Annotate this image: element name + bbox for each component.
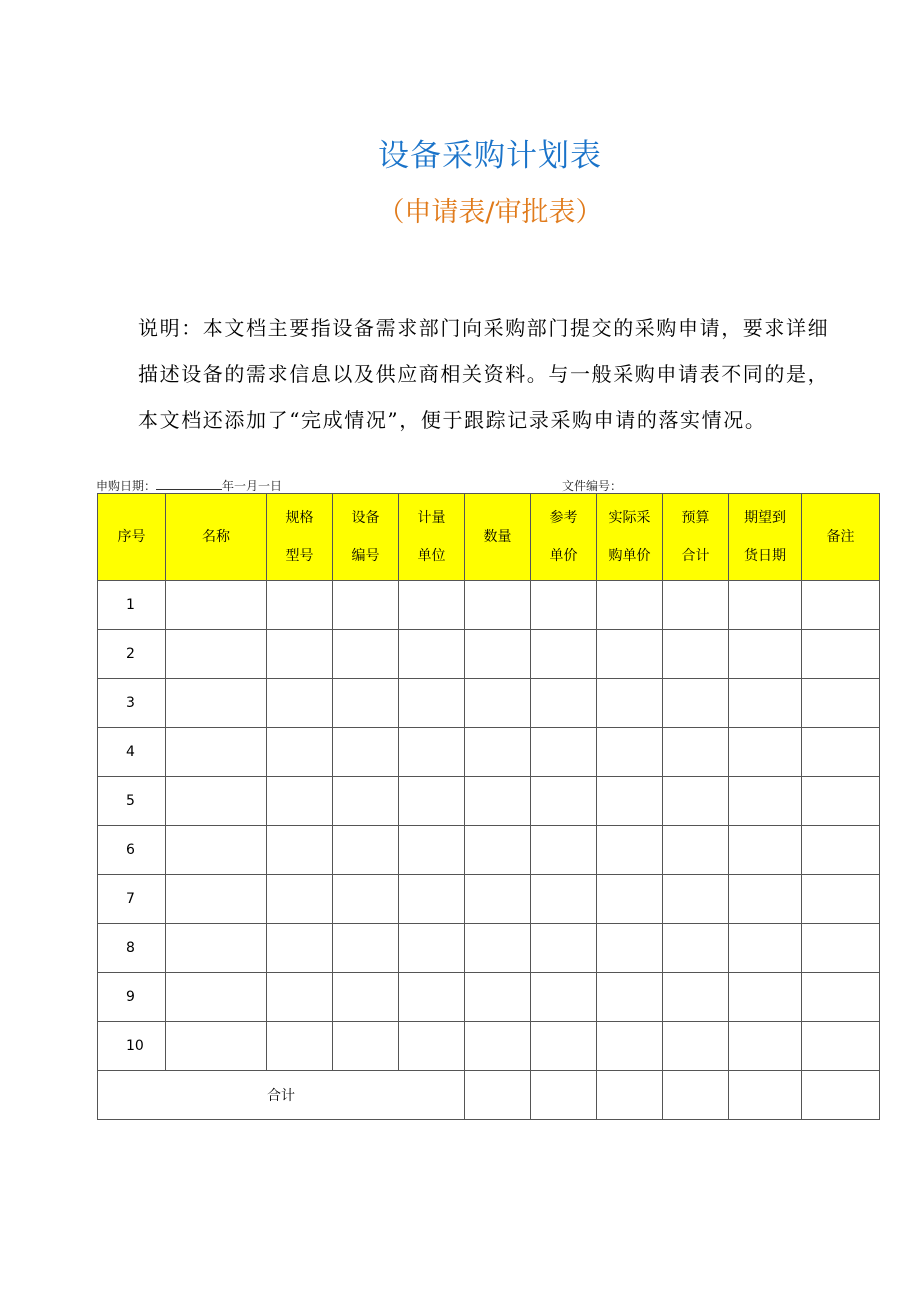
table-row (98, 679, 880, 728)
column-header (663, 494, 729, 581)
table-row (98, 777, 880, 826)
table-cell[interactable] (597, 630, 663, 679)
column-header-line: 合计 (681, 548, 710, 564)
table-cell[interactable] (729, 728, 802, 777)
table-cell[interactable] (267, 1022, 333, 1071)
table-cell[interactable] (802, 777, 880, 826)
table-cell[interactable] (399, 1022, 465, 1071)
table-cell[interactable] (729, 1022, 802, 1071)
table-cell[interactable] (663, 581, 729, 630)
table-cell[interactable] (729, 581, 802, 630)
column-header-line: 期望到 (744, 510, 786, 526)
column-header-line: 备注 (826, 529, 855, 545)
column-header (399, 494, 465, 581)
table-cell[interactable] (597, 679, 663, 728)
total-cell[interactable] (663, 1071, 729, 1120)
table-cell[interactable] (333, 875, 399, 924)
column-header-line: 单价 (549, 548, 578, 564)
table-cell[interactable] (399, 679, 465, 728)
table-cell[interactable] (729, 875, 802, 924)
table-cell[interactable] (531, 826, 597, 875)
total-cell[interactable] (531, 1071, 597, 1120)
table-cell[interactable] (399, 728, 465, 777)
table-cell[interactable] (399, 875, 465, 924)
table-cell[interactable] (399, 777, 465, 826)
table-cell[interactable] (333, 777, 399, 826)
table-cell[interactable] (465, 777, 531, 826)
table-cell[interactable] (166, 728, 267, 777)
row-number: 3 (98, 679, 166, 728)
table-cell[interactable] (333, 728, 399, 777)
table-cell[interactable] (465, 826, 531, 875)
description (138, 305, 888, 443)
table-cell[interactable] (166, 581, 267, 630)
column-header-line: 购单价 (608, 548, 651, 564)
column-header-line: 货日期 (744, 548, 786, 564)
page-subtitle: （申请表/审批表） (377, 197, 603, 228)
table-cell[interactable] (267, 924, 333, 973)
total-cell[interactable] (465, 1071, 531, 1120)
total-cell[interactable] (729, 1071, 802, 1120)
table-cell[interactable] (333, 630, 399, 679)
table-cell[interactable] (802, 1022, 880, 1071)
table-row (98, 826, 880, 875)
purchase-date-label: 申购日期： (96, 479, 157, 493)
table-cell[interactable] (166, 973, 267, 1022)
table-cell[interactable] (465, 875, 531, 924)
row-number: 5 (98, 777, 166, 826)
table-cell[interactable] (663, 630, 729, 679)
procurement-table (97, 493, 880, 1120)
column-header-line: 单位 (417, 548, 446, 564)
table-cell[interactable] (663, 728, 729, 777)
table-cell[interactable] (663, 777, 729, 826)
table-row (98, 973, 880, 1022)
file-number (562, 477, 622, 494)
page-title: 设备采购计划表 (378, 138, 602, 174)
column-header (465, 494, 531, 581)
row-number: 2 (98, 630, 166, 679)
row-number: 8 (98, 924, 166, 973)
table-cell[interactable] (531, 630, 597, 679)
table-row (98, 875, 880, 924)
table-cell[interactable] (663, 679, 729, 728)
description-line: 描述设备的需求信息以及供应商相关资料。与一般采购申请表不同的是， (138, 362, 830, 386)
table-cell[interactable] (531, 924, 597, 973)
table-cell[interactable] (399, 630, 465, 679)
table-cell[interactable] (802, 924, 880, 973)
column-header-line: 参考 (549, 510, 578, 526)
table-cell[interactable] (267, 973, 333, 1022)
table-cell[interactable] (267, 630, 333, 679)
total-cell[interactable] (597, 1071, 663, 1120)
table-cell[interactable] (399, 973, 465, 1022)
file-number-label: 文件编号： (562, 479, 623, 493)
table-cell[interactable] (166, 630, 267, 679)
column-header-line: 名称 (202, 529, 230, 545)
total-cell[interactable] (802, 1071, 880, 1120)
table-row (98, 728, 880, 777)
column-header (729, 494, 802, 581)
column-header-line: 实际采 (608, 510, 651, 526)
table-cell[interactable] (729, 973, 802, 1022)
table-cell[interactable] (465, 728, 531, 777)
table-cell[interactable] (267, 581, 333, 630)
table-cell[interactable] (531, 875, 597, 924)
column-header-line: 计量 (417, 510, 446, 526)
table-cell[interactable] (802, 581, 880, 630)
table-cell[interactable] (465, 924, 531, 973)
description-line: 说明：本文档主要指设备需求部门向采购部门提交的采购申请，要求详细 (138, 316, 830, 340)
table-cell[interactable] (802, 679, 880, 728)
column-header (531, 494, 597, 581)
table-cell[interactable] (531, 777, 597, 826)
column-header-line: 数量 (483, 529, 512, 545)
table-cell[interactable] (663, 1022, 729, 1071)
table-cell[interactable] (729, 679, 802, 728)
description-line: 本文档还添加了“完成情况”，便于跟踪记录采购申请的落实情况。 (138, 408, 767, 432)
table-cell[interactable] (729, 924, 802, 973)
column-header (166, 494, 267, 581)
total-label: 合计 (98, 1071, 465, 1120)
table-cell[interactable] (802, 826, 880, 875)
row-number: 4 (98, 728, 166, 777)
table-cell[interactable] (465, 679, 531, 728)
table-cell[interactable] (267, 728, 333, 777)
table-cell[interactable] (267, 679, 333, 728)
purchase-date-blank[interactable] (156, 479, 222, 490)
table-cell[interactable] (166, 875, 267, 924)
purchase-date (96, 477, 282, 494)
table-cell[interactable] (166, 826, 267, 875)
purchase-date-suffix: 年一月一日 (222, 479, 283, 493)
row-number: 6 (98, 826, 166, 875)
table-cell[interactable] (729, 826, 802, 875)
column-header (333, 494, 399, 581)
row-number: 1 (98, 581, 166, 630)
table-cell[interactable] (531, 728, 597, 777)
table-cell[interactable] (267, 875, 333, 924)
table-cell[interactable] (729, 630, 802, 679)
table-cell[interactable] (333, 679, 399, 728)
table-cell[interactable] (597, 973, 663, 1022)
table-cell[interactable] (399, 826, 465, 875)
table-cell[interactable] (333, 826, 399, 875)
table-cell[interactable] (465, 973, 531, 1022)
row-number: 9 (98, 973, 166, 1022)
table-cell[interactable] (333, 924, 399, 973)
table-cell[interactable] (531, 679, 597, 728)
table-cell[interactable] (399, 581, 465, 630)
table-cell[interactable] (729, 777, 802, 826)
table-cell[interactable] (597, 826, 663, 875)
table-cell[interactable] (333, 973, 399, 1022)
table-cell[interactable] (531, 973, 597, 1022)
table-row (98, 1022, 880, 1071)
table-cell[interactable] (597, 581, 663, 630)
table-cell[interactable] (802, 630, 880, 679)
table-cell[interactable] (597, 924, 663, 973)
table-cell[interactable] (802, 875, 880, 924)
table-cell[interactable] (465, 1022, 531, 1071)
column-header (98, 494, 166, 581)
table-cell[interactable] (465, 630, 531, 679)
row-number: 7 (98, 875, 166, 924)
table-cell[interactable] (663, 875, 729, 924)
table-cell[interactable] (166, 924, 267, 973)
column-header (267, 494, 333, 581)
table-cell[interactable] (597, 777, 663, 826)
table-cell[interactable] (597, 728, 663, 777)
table-cell[interactable] (597, 875, 663, 924)
table-row (98, 924, 880, 973)
table-cell[interactable] (802, 973, 880, 1022)
table-cell[interactable] (166, 777, 267, 826)
table-cell[interactable] (531, 581, 597, 630)
table-cell[interactable] (267, 777, 333, 826)
table-cell[interactable] (166, 679, 267, 728)
column-header-line: 型号 (285, 548, 314, 564)
column-header (597, 494, 663, 581)
row-number: 10 (98, 1022, 166, 1071)
table-row (98, 581, 880, 630)
table-cell[interactable] (333, 1022, 399, 1071)
column-header-line: 预算 (681, 510, 710, 526)
table-cell[interactable] (663, 826, 729, 875)
column-header-line: 设备 (351, 510, 380, 526)
column-header-line: 编号 (351, 548, 380, 564)
table-cell[interactable] (597, 1022, 663, 1071)
table-cell[interactable] (333, 581, 399, 630)
table-row (98, 630, 880, 679)
column-header-line: 规格 (285, 510, 314, 526)
column-header (802, 494, 880, 581)
table-cell[interactable] (399, 924, 465, 973)
table-cell[interactable] (531, 1022, 597, 1071)
table-cell[interactable] (465, 581, 531, 630)
total-row (98, 1071, 880, 1120)
header-row (98, 494, 880, 581)
table-cell[interactable] (663, 924, 729, 973)
table-cell[interactable] (166, 1022, 267, 1071)
column-header-line: 序号 (117, 529, 146, 545)
table-cell[interactable] (663, 973, 729, 1022)
table-cell[interactable] (802, 728, 880, 777)
table-cell[interactable] (267, 826, 333, 875)
